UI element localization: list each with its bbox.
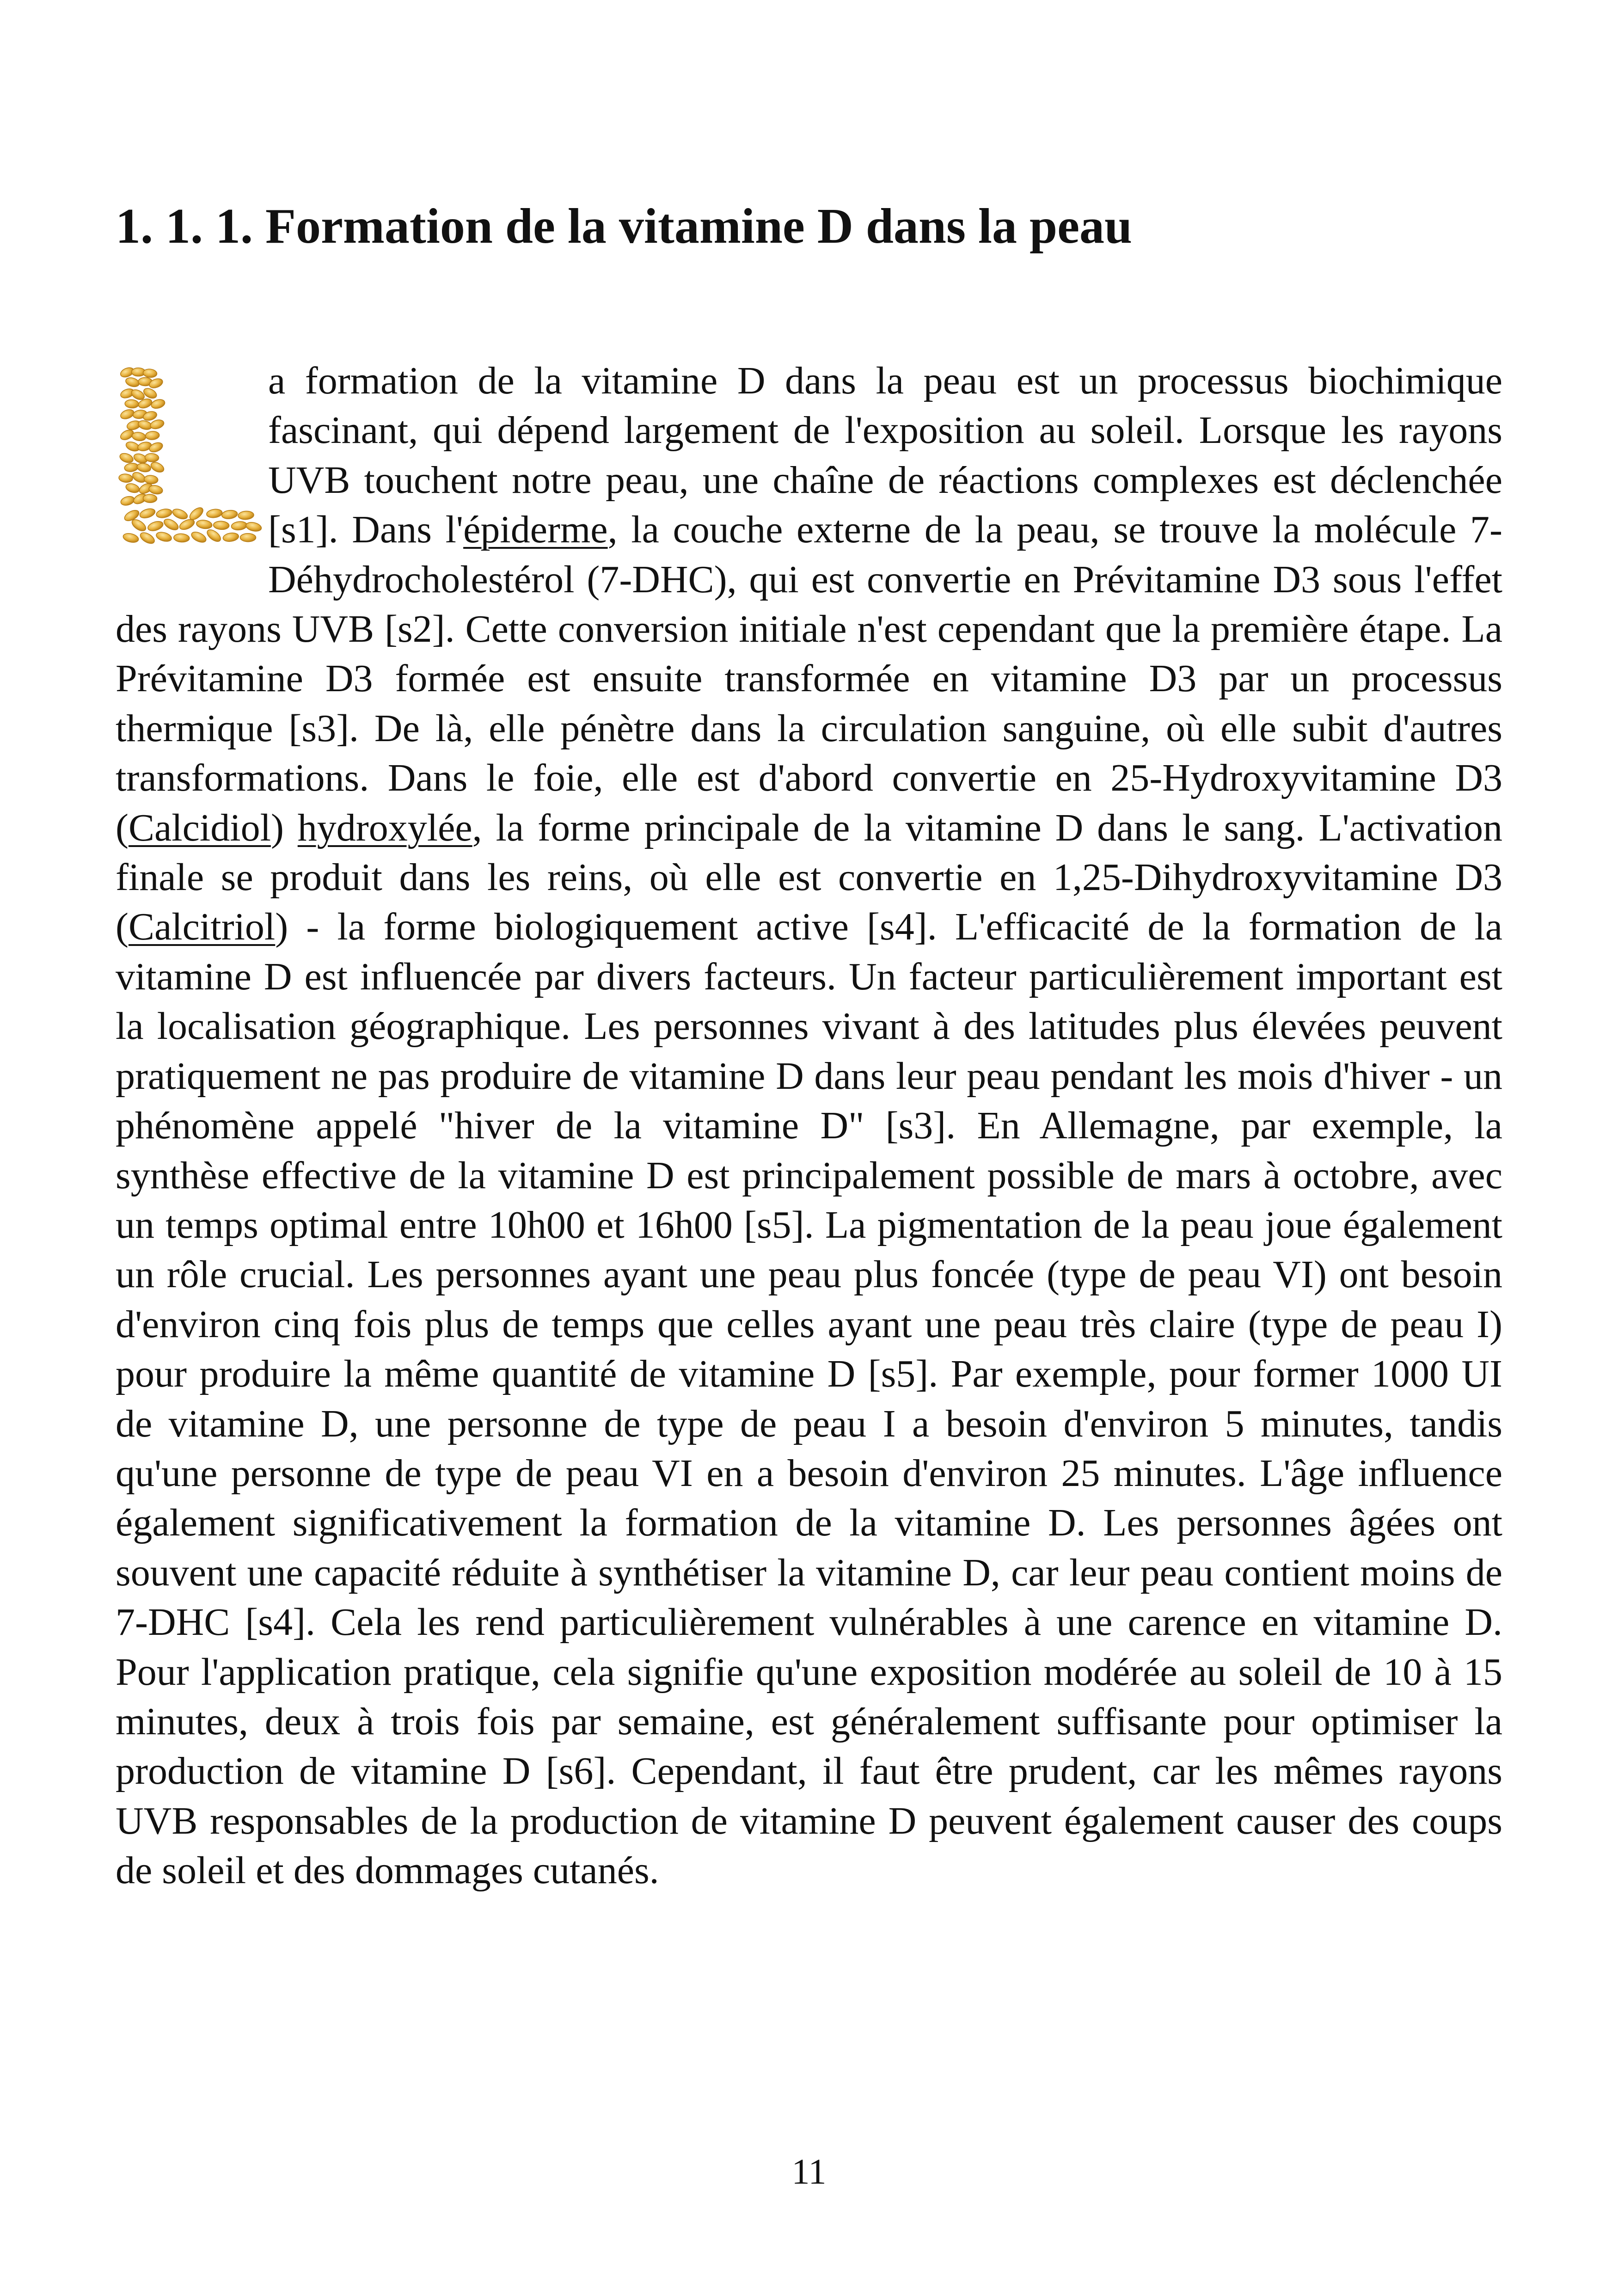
capsule-shape [206,508,223,518]
capsule-shape [118,452,135,465]
capsule-shape [149,418,165,430]
capsule-shape [143,368,158,378]
capsule-shape [139,507,156,520]
drop-cap-capsule-letter-l [116,361,268,555]
link-hydroxylee[interactable]: hydroxylée [297,806,472,849]
capsule-shape [222,532,239,542]
page-number: 11 [791,2151,827,2192]
capsule-shape [221,510,238,520]
capsule-shape [205,528,223,544]
capsule-shape [125,482,141,494]
capsule-shape [240,534,256,542]
paragraph-segment: a formation de la vitamine D dans la peau est un processus biochimique fascinant, qui dépend largement de l'exposition au soleil. Lorsque les rayons UVB touchent notre peau, une chaîne de réactions complexes est déclenchée [s1]. Dans l' [268,359,1502,552]
link-calcitriol[interactable]: Calcitriol [128,905,276,949]
capsule-shape [136,462,152,473]
capsule-shape [145,431,159,440]
capsule-shape [147,520,164,533]
capsule-shape [124,462,139,473]
capsule-shape [173,533,190,542]
capsule-shape [162,517,180,532]
capsule-shape [122,532,139,544]
capsule-shape [150,398,166,410]
body-paragraph [116,356,1502,1896]
paragraph-segment: , la couche externe de la peau, se trouve la molécule 7-Déhydrocholestérol (7-DHC), qui est convertie en Prévitamine D3 sous l'effet des rayons UVB [s2]. Cette conversion initiale n'est cependant que la première étape. La Prévitamine D3 formée est ensuite transformée en vitamine D3 par un processus thermique [s3]. De là, elle pénètre dans la circulation sanguine, où elle subit d'autres transformations. Dans le foie, elle est d'abord convertie en 25-Hydroxyvitamine D3 ( [116,508,1503,849]
capsule-shape [149,460,165,474]
capsule-shape [125,399,139,409]
capsule-shape [143,494,157,503]
capsule-shape [213,521,229,530]
capsule-shape [148,441,164,454]
capsule-shape [155,508,172,519]
capsule-shape [120,495,135,507]
capsule-shape [144,475,159,485]
link-calcidiol[interactable]: Calcidiol [128,806,271,849]
capsule-shape [238,510,254,520]
capsule-shape [190,530,208,544]
capsule-shape [155,531,173,543]
capsule-letter-icon [116,361,268,555]
link-epiderme[interactable]: épiderme [463,508,608,552]
capsule-shape [118,473,133,483]
capsule-shape [142,387,158,400]
capsule-shape [139,530,156,546]
paragraph-segment: , la forme principale de la vitamine D dans le sang. L'activation finale se produit dans les reins, où elle est convertie en 1,25-Dihydroxyvitamine D3 ( [116,806,1502,949]
capsule-shape [196,519,213,530]
section-heading: 1. 1. 1. Formation de la vitamine D dans la peau [116,199,1133,254]
paragraph-segment: ) [270,806,298,849]
paragraph-segment: ) - la forme biologiquement active [s4]. L'efficacité de la formation de la vitamine D est influencée par divers facteurs. Un facteur particulièrement important est la localisation géographique. Les personnes vivant à des latitudes plus élevées peuvent pratiquement ne pas produire de vitamine D dans leur peau pendant les mois d'hiver - un phénomène appelé "hiver de la vitamine D" [s3]. En Allemagne, par exemple, la synthèse effective de la vitamine D est principalement possible de mars à octobre, avec un temps optimal entre 10h00 et 16h00 [s5]. La pigmentation de la peau joue également un rôle crucial. Les personnes ayant une peau plus foncée (type de peau VI) ont besoin d'environ cinq fois plus de temps que celles ayant une peau très claire (type de peau I) pour produire la même quantité de vitamine D [s5]. Par exemple, pour former 1000 UI de vitamine D, une personne de type de peau I a besoin d'environ 5 minutes, tandis qu'une personne de type de peau VI en a besoin d'environ 25 minutes. L'âge influence également significativement la formation de la vitamine D. Les personnes âgées ont souvent une capacité réduite à synthétiser la vitamine D, car leur peau contient moins de 7-DHC [s4]. Cela les rend particulièrement vulnérables à une carence en vitamine D. Pour l'application pratique, cela signifie qu'une exposition modérée au soleil de 10 à 15 minutes, deux à trois fois par semaine, est généralement suffisante pour optimiser la production de vitamine D [s6]. Cependant, il faut être prudent, car les mêmes rayons UVB responsables de la production de vitamine D peuvent également causer des coups de soleil et des dommages cutanés. [116,905,1502,1892]
capsule-shape [131,431,146,442]
capsule-shape [231,521,248,531]
capsule-shape [171,507,189,521]
capsule-shape [245,521,262,533]
